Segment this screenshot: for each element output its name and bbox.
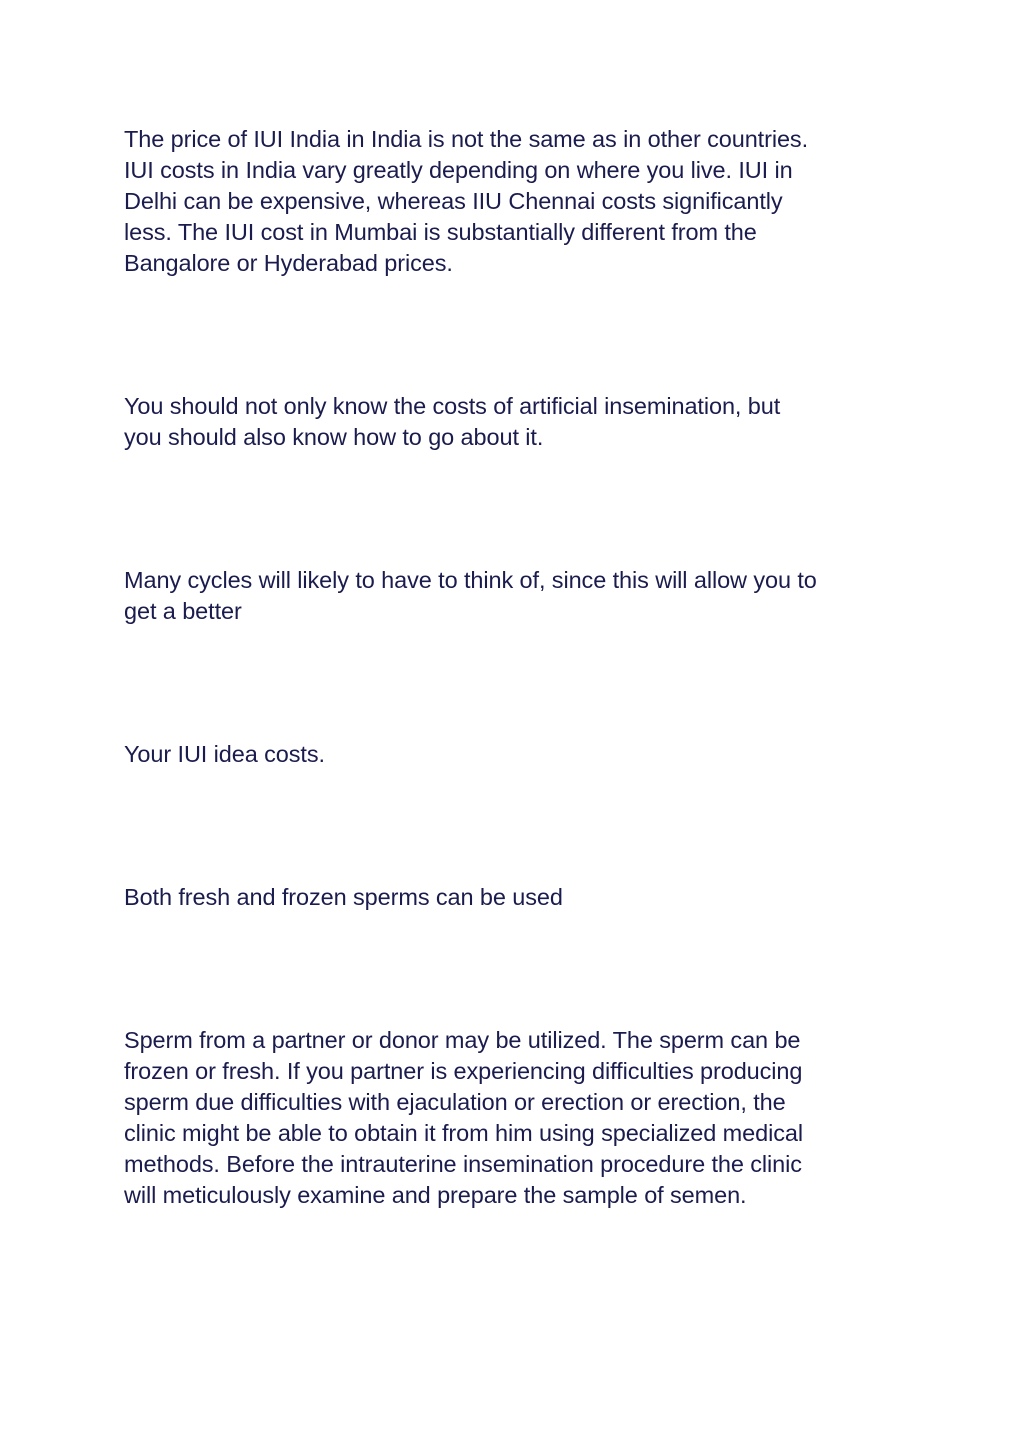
paragraph-iui-price-india [124,124,914,279]
text-line: sperm due difficulties with ejaculation or erection or erection, the [124,1089,786,1115]
text-line: Your IUI idea costs. [124,741,325,767]
text-line: IUI costs in India vary greatly depending on where you live. IUI in [124,157,793,183]
text-line: The price of IUI India in India is not the same as in other countries. [124,126,809,152]
text-line: Bangalore or Hyderabad prices. [124,250,453,276]
text-line: Sperm from a partner or donor may be utilized. The sperm can be [124,1027,801,1053]
text-line: less. The IUI cost in Mumbai is substantially different from the [124,219,757,245]
paragraph-fresh-frozen [124,882,914,913]
paragraph-know-costs [124,391,914,453]
paragraph-iui-idea-costs [124,739,914,770]
text-line: You should not only know the costs of artificial insemination, but [124,393,781,419]
text-line: Delhi can be expensive, whereas IIU Chennai costs significantly [124,188,783,214]
text-line: frozen or fresh. If you partner is experiencing difficulties producing [124,1058,803,1084]
text-line: methods. Before the intrauterine insemination procedure the clinic [124,1151,802,1177]
text-line: get a better [124,598,242,624]
paragraph-sperm-partner-donor [124,1025,914,1211]
text-line: will meticulously examine and prepare the sample of semen. [124,1182,747,1208]
text-line: Both fresh and frozen sperms can be used [124,884,563,910]
paragraph-many-cycles [124,565,914,627]
text-line: you should also know how to go about it. [124,424,544,450]
text-line: clinic might be able to obtain it from him using specialized medical [124,1120,803,1146]
text-line: Many cycles will likely to have to think of, since this will allow you to [124,567,817,593]
